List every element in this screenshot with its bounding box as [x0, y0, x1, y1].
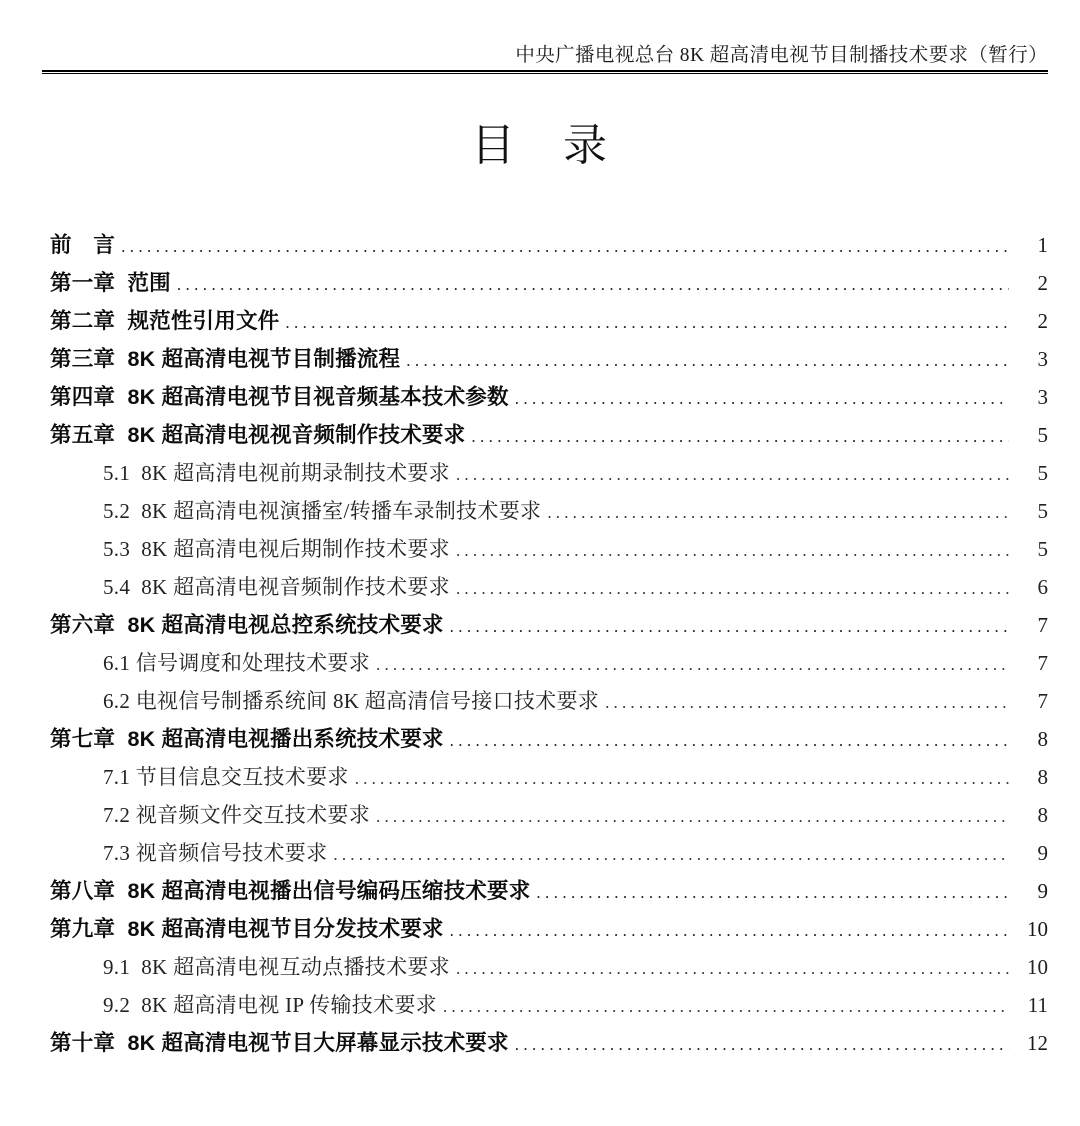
toc-leader-dots [515, 1026, 1009, 1062]
toc-entry-label: 6.2 电视信号制播系统间 8K 超高清信号接口技术要求 [103, 689, 600, 713]
toc-entry-label: 9.2 8K 超高清电视 IP 传输技术要求 [103, 993, 437, 1017]
table-of-contents [50, 226, 1048, 1062]
toc-page-number: 1 [1037, 233, 1048, 257]
toc-page-number: 5 [1037, 537, 1048, 561]
toc-entry[interactable] [50, 910, 1048, 948]
toc-entry[interactable] [50, 416, 1048, 454]
toc-leader-dots [536, 874, 1009, 910]
toc-page-number: 5 [1037, 499, 1048, 523]
toc-entry[interactable] [50, 340, 1048, 378]
toc-leader-dots [547, 494, 1009, 530]
toc-entry-label: 第一章 范围 [50, 271, 171, 295]
toc-entry[interactable] [50, 720, 1048, 758]
toc-entry[interactable] [50, 378, 1048, 416]
toc-leader-dots [456, 456, 1009, 492]
toc-leader-dots [355, 760, 1009, 796]
toc-page-number: 7 [1037, 651, 1048, 675]
toc-entry[interactable] [50, 568, 1048, 606]
header-divider-rule [42, 70, 1048, 74]
toc-entry[interactable] [50, 758, 1048, 796]
toc-entry[interactable] [50, 682, 1048, 720]
toc-entry-label: 第二章 规范性引用文件 [50, 309, 280, 333]
toc-entry-label: 7.3 视音频信号技术要求 [103, 841, 328, 865]
toc-entry-label: 第四章 8K 超高清电视节目视音频基本技术参数 [50, 385, 509, 409]
toc-leader-dots [456, 532, 1009, 568]
toc-entry[interactable] [50, 1024, 1048, 1062]
toc-entry[interactable] [50, 606, 1048, 644]
toc-entry[interactable] [50, 530, 1048, 568]
toc-page-number: 2 [1037, 271, 1048, 295]
toc-entry-label: 5.3 8K 超高清电视后期制作技术要求 [103, 537, 450, 561]
toc-page-number: 5 [1037, 423, 1048, 447]
toc-page-number: 3 [1037, 347, 1048, 371]
toc-entry-label: 7.1 节目信息交互技术要求 [103, 765, 349, 789]
toc-leader-dots [456, 570, 1009, 606]
toc-page-number: 11 [1027, 993, 1048, 1017]
toc-entry[interactable] [50, 302, 1048, 340]
toc-leader-dots [471, 418, 1009, 454]
toc-page-number: 10 [1027, 917, 1048, 941]
toc-leader-dots [406, 342, 1009, 378]
toc-entry-label: 第七章 8K 超高清电视播出系统技术要求 [50, 727, 444, 751]
toc-entry[interactable] [50, 454, 1048, 492]
toc-entry[interactable] [50, 264, 1048, 302]
toc-entry-label: 第六章 8K 超高清电视总控系统技术要求 [50, 613, 444, 637]
toc-page-number: 10 [1027, 955, 1048, 979]
toc-page-number: 2 [1037, 309, 1048, 333]
toc-leader-dots [285, 304, 1009, 340]
toc-entry[interactable] [50, 872, 1048, 910]
toc-entry[interactable] [50, 834, 1048, 872]
toc-leader-dots [456, 950, 1009, 986]
page-title: 目 录 [471, 121, 609, 170]
toc-page-number: 7 [1037, 689, 1048, 713]
toc-entry-label: 9.1 8K 超高清电视互动点播技术要求 [103, 955, 450, 979]
toc-entry-label: 5.2 8K 超高清电视演播室/转播车录制技术要求 [103, 499, 542, 523]
toc-page-number: 12 [1027, 1031, 1048, 1055]
toc-leader-dots [121, 228, 1009, 264]
toc-page-number: 8 [1037, 765, 1048, 789]
toc-entry-label: 第五章 8K 超高清电视视音频制作技术要求 [50, 423, 466, 447]
toc-leader-dots [443, 988, 1009, 1024]
toc-entry[interactable] [50, 948, 1048, 986]
header-rule-thick-line [42, 70, 1048, 72]
toc-entry-label: 第八章 8K 超高清电视播出信号编码压缩技术要求 [50, 879, 531, 903]
toc-leader-dots [376, 798, 1009, 834]
toc-entry[interactable] [50, 226, 1048, 264]
toc-page-number: 3 [1037, 385, 1048, 409]
running-header-text: 中央广播电视总台 8K 超高清电视节目制播技术要求（暂行） [515, 45, 1048, 66]
toc-leader-dots [333, 836, 1009, 872]
toc-page-number: 8 [1037, 727, 1048, 751]
toc-leader-dots [376, 646, 1009, 682]
toc-page-number: 9 [1037, 841, 1048, 865]
toc-leader-dots [605, 684, 1009, 720]
toc-page-number: 8 [1037, 803, 1048, 827]
toc-leader-dots [450, 608, 1009, 644]
toc-leader-dots [515, 380, 1009, 416]
toc-leader-dots [177, 266, 1009, 302]
toc-leader-dots [450, 912, 1009, 948]
toc-entry-label: 5.4 8K 超高清电视音频制作技术要求 [103, 575, 450, 599]
toc-entry[interactable] [50, 492, 1048, 530]
toc-leader-dots [450, 722, 1009, 758]
toc-entry-label: 前 言 [50, 233, 116, 257]
toc-entry-label: 5.1 8K 超高清电视前期录制技术要求 [103, 461, 450, 485]
toc-entry[interactable] [50, 644, 1048, 682]
toc-entry-label: 第九章 8K 超高清电视节目分发技术要求 [50, 917, 444, 941]
toc-page-number: 7 [1037, 613, 1048, 637]
toc-entry-label: 第三章 8K 超高清电视节目制播流程 [50, 347, 401, 371]
toc-entry[interactable] [50, 986, 1048, 1024]
header-rule-thin-line [42, 73, 1048, 74]
toc-page-number: 6 [1037, 575, 1048, 599]
toc-page-number: 5 [1037, 461, 1048, 485]
toc-page-number: 9 [1037, 879, 1048, 903]
toc-entry-label: 第十章 8K 超高清电视节目大屏幕显示技术要求 [50, 1031, 509, 1055]
toc-entry-label: 6.1 信号调度和处理技术要求 [103, 651, 370, 675]
toc-entry-label: 7.2 视音频文件交互技术要求 [103, 803, 370, 827]
toc-entry[interactable] [50, 796, 1048, 834]
